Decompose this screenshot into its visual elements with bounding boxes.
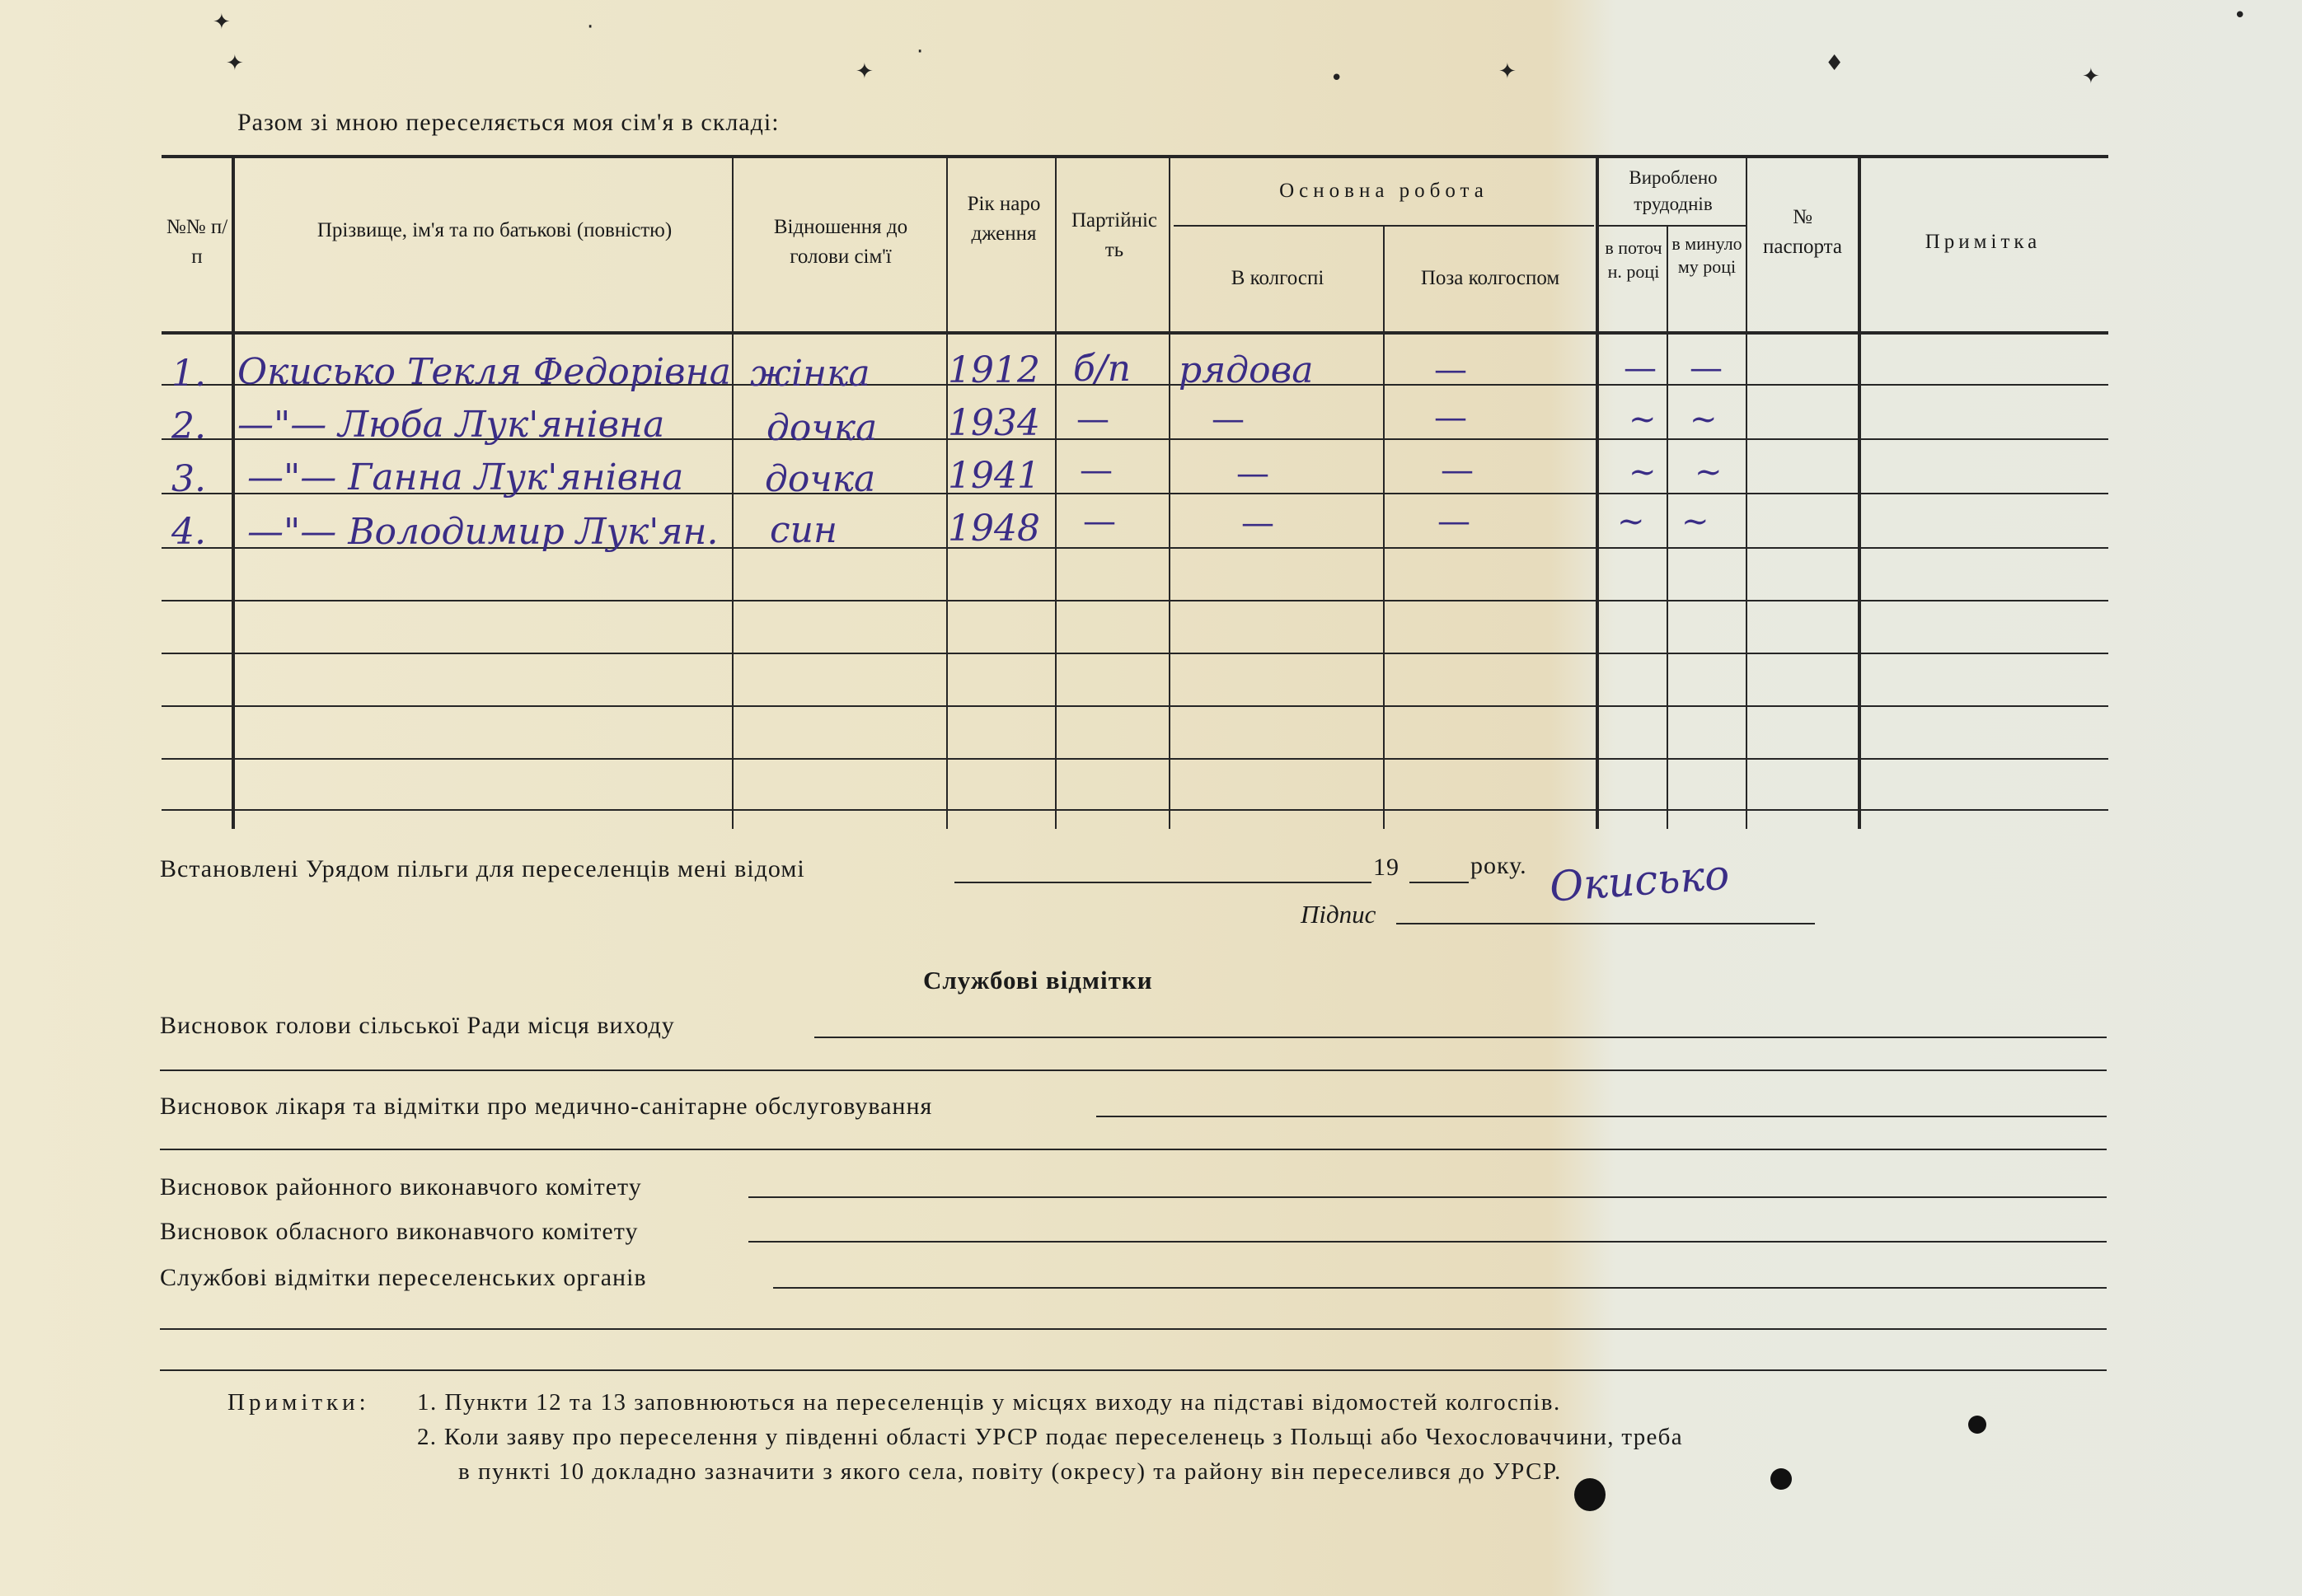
fill-line (1096, 1116, 2107, 1117)
header-birth-year: Рік народження (967, 193, 1041, 245)
header-name: Прізвище, ім'я та по батькові (повністю) (316, 219, 673, 241)
row-name: Окисько Текля Федорівна (237, 351, 731, 393)
workdays-sub-rule (1599, 225, 1747, 227)
fill-line (748, 1196, 2107, 1198)
ink-blot (1968, 1416, 1986, 1434)
row-party: б/п (1073, 348, 1132, 390)
row-wd-past: ~ (1695, 453, 1723, 491)
row-wd-current: ~ (1617, 503, 1645, 541)
notes-label: Примітки: (227, 1389, 370, 1416)
fill-line (814, 1037, 2107, 1038)
year-fill-line (1409, 882, 1469, 883)
fill-line (160, 1328, 2107, 1330)
note-item-2-cont: в пункті 10 докладно зазначити з якого села, повіту (окресу) та району він переселився до УРСР. (458, 1458, 1562, 1485)
row-name: —"— Володимир Лук'ян. (247, 511, 719, 553)
row-year: 1912 (948, 349, 1040, 391)
benefits-year-prefix: 19 (1373, 854, 1399, 881)
header-workdays-current: в поточн. році (1605, 237, 1662, 282)
row-relation: жінка (750, 353, 870, 395)
row-wd-current: ~ (1629, 400, 1657, 438)
row-rule (162, 653, 2108, 654)
header-note: Примітка (1925, 231, 2042, 253)
pin-mark: ✦ (213, 10, 231, 35)
row-relation: дочка (767, 407, 878, 449)
row-outside: — (1434, 399, 1467, 437)
fill-line (160, 1149, 2107, 1150)
header-main-work-out: Поза колгоспом (1420, 267, 1560, 289)
row-relation: син (770, 509, 837, 551)
row-party: — (1083, 503, 1116, 541)
note-item-1: 1. Пункти 12 та 13 заповнюються на переселенців у місцях виходу на підставі відомостей колгоспів. (417, 1389, 1561, 1416)
table-header-rule (162, 331, 2108, 335)
benefits-year-suffix: року. (1470, 852, 1527, 879)
header-num: №№ п/п (166, 216, 228, 268)
service-line-district: Висновок районного виконавчого комітету (160, 1173, 642, 1201)
row-name: —"— Люба Лук'янівна (237, 404, 665, 446)
signature-label: Підпис (1301, 900, 1376, 929)
signature-line (1396, 923, 1815, 924)
row-num: 4. (171, 511, 206, 553)
row-outside: — (1437, 503, 1470, 541)
service-line-village: Висновок голови сільської Ради місця виходу (160, 1012, 675, 1039)
header-party: Партійність (1071, 209, 1157, 261)
pin-mark: ✦ (856, 59, 874, 84)
header-passport: № паспорта (1763, 206, 1842, 258)
benefits-fill-line (954, 882, 1371, 883)
service-title: Службові відмітки (923, 966, 1153, 995)
row-rule (162, 600, 2108, 601)
row-wd-past: ~ (1681, 503, 1709, 541)
header-main-work-in: В колгоспі (1231, 267, 1324, 289)
col-divider (1383, 225, 1385, 829)
row-wd-past: — (1690, 349, 1723, 387)
pin-mark: ✦ (1498, 59, 1517, 84)
row-year: 1934 (948, 402, 1040, 444)
ink-blot (1770, 1468, 1792, 1490)
header-main-work: Основна робота (1279, 180, 1489, 202)
row-kolhosp: — (1212, 400, 1245, 438)
row-party: — (1080, 452, 1113, 489)
row-rule (162, 705, 2108, 707)
fill-line (160, 1369, 2107, 1371)
row-outside: — (1434, 351, 1467, 389)
pin-mark: ✦ (2082, 64, 2100, 89)
row-wd-current: ~ (1629, 453, 1657, 491)
note-item-2: 2. Коли заяву про переселення у південні області УРСР подає переселенець з Польщі або Чехословаччини, треба (417, 1424, 1683, 1450)
fill-line (748, 1241, 2107, 1243)
header-relation: Відношення до голови сім'ї (773, 216, 908, 268)
row-party: — (1076, 400, 1109, 438)
table-top-rule (162, 155, 2108, 158)
service-line-doctor: Висновок лікаря та відмітки про медично-санітарне обслуговування (160, 1093, 933, 1120)
intro-line: Разом зі мною переселяється моя сім'я в складі: (237, 109, 780, 136)
ink-blot (1574, 1478, 1606, 1511)
row-rule (162, 809, 2108, 811)
row-wd-past: ~ (1690, 400, 1718, 438)
col-divider (1667, 225, 1668, 829)
fill-line (773, 1287, 2107, 1289)
row-wd-current: — (1624, 349, 1657, 387)
row-year: 1948 (948, 508, 1040, 550)
pin-mark: • (2234, 3, 2247, 28)
pin-mark: ✦ (226, 51, 244, 76)
row-kolhosp: — (1236, 455, 1269, 493)
row-outside: — (1441, 452, 1474, 489)
row-kolhosp: — (1241, 504, 1274, 542)
row-num: 3. (171, 458, 206, 500)
row-year: 1941 (948, 455, 1040, 497)
pin-mark: • (1330, 66, 1343, 91)
benefits-text: Встановлені Урядом пільги для переселенців мені відомі (160, 855, 805, 882)
header-workdays-past: в минулому році (1671, 233, 1742, 277)
pin-mark: · (917, 40, 924, 64)
row-relation: дочка (765, 458, 876, 500)
row-rule (162, 758, 2108, 760)
signature-handwritten: Окисько (1548, 850, 1732, 911)
row-name: —"— Ганна Лук'янівна (247, 456, 684, 498)
service-line-region: Висновок обласного виконавчого комітету (160, 1218, 639, 1245)
fill-line (160, 1069, 2107, 1071)
row-num: 2. (171, 405, 206, 447)
pin-mark: ♦ (1825, 51, 1845, 76)
row-kolhosp: рядова (1179, 349, 1314, 391)
header-workdays: Вироблено трудоднів (1629, 167, 1718, 214)
pin-mark: · (587, 15, 594, 40)
row-num: 1. (171, 353, 206, 395)
service-line-resettlement: Службові відмітки переселенських органів (160, 1264, 647, 1291)
